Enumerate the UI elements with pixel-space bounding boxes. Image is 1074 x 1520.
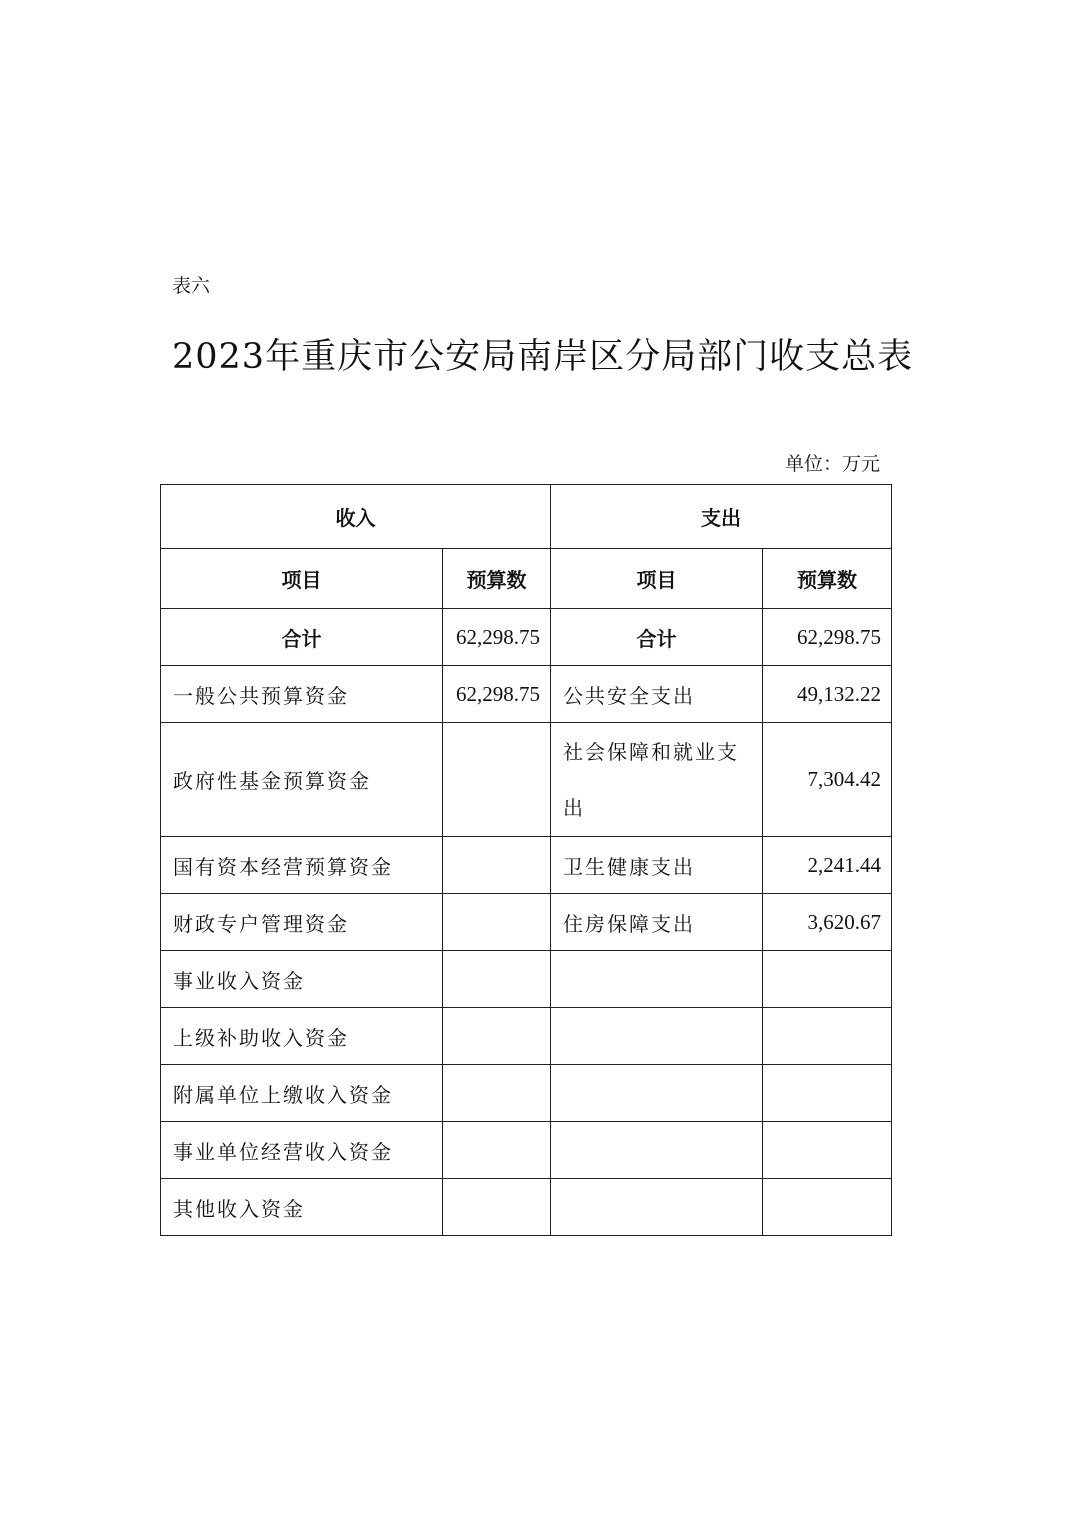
- income-value: [443, 1122, 551, 1179]
- income-item: 一般公共预算资金: [161, 666, 443, 723]
- expense-item: [551, 1065, 763, 1122]
- expense-value: 2,241.44: [763, 837, 892, 894]
- expense-value: 3,620.67: [763, 894, 892, 951]
- expense-budget-column-header: 预算数: [763, 549, 892, 609]
- expense-total-value: 62,298.75: [763, 609, 892, 666]
- column-header-row: [161, 549, 892, 609]
- table-row: [161, 1122, 892, 1179]
- table-row: [161, 1065, 892, 1122]
- expense-section-header: 支出: [551, 485, 892, 549]
- expense-item: [551, 1179, 763, 1236]
- expense-item: [551, 1122, 763, 1179]
- income-item: 附属单位上缴收入资金: [161, 1065, 443, 1122]
- table-row: [161, 1179, 892, 1236]
- expense-value: [763, 1122, 892, 1179]
- table-row: [161, 1008, 892, 1065]
- unit-label: 单位：万元: [784, 453, 880, 475]
- expense-item: [551, 951, 763, 1008]
- section-header-row: [161, 485, 892, 549]
- income-total-value: 62,298.75: [443, 609, 551, 666]
- income-item-column-header: 项目: [161, 549, 443, 609]
- expense-value: [763, 1008, 892, 1065]
- income-value: [443, 1065, 551, 1122]
- expense-value: 49,132.22: [763, 666, 892, 723]
- expense-item: 社会保障和就业支出: [551, 723, 763, 837]
- income-value: [443, 1179, 551, 1236]
- income-value: [443, 951, 551, 1008]
- income-item: 其他收入资金: [161, 1179, 443, 1236]
- expense-value: [763, 951, 892, 1008]
- income-value: [443, 723, 551, 837]
- table-row: [161, 723, 892, 837]
- expense-value: [763, 1065, 892, 1122]
- table-row: [161, 894, 892, 951]
- table-row: [161, 666, 892, 723]
- table-row: [161, 951, 892, 1008]
- expense-item: 住房保障支出: [551, 894, 763, 951]
- income-budget-column-header: 预算数: [443, 549, 551, 609]
- income-item: 事业收入资金: [161, 951, 443, 1008]
- income-value: [443, 1008, 551, 1065]
- expense-item-column-header: 项目: [551, 549, 763, 609]
- income-item: 事业单位经营收入资金: [161, 1122, 443, 1179]
- document-title: 2023年重庆市公安局南岸区分局部门收支总表: [172, 337, 914, 377]
- income-item: 政府性基金预算资金: [161, 723, 443, 837]
- budget-summary-table: [160, 484, 892, 1236]
- income-value: 62,298.75: [443, 666, 551, 723]
- expense-total-label: 合计: [551, 609, 763, 666]
- expense-value: 7,304.42: [763, 723, 892, 837]
- expense-item: 公共安全支出: [551, 666, 763, 723]
- income-value: [443, 837, 551, 894]
- expense-item: [551, 1008, 763, 1065]
- income-item: 财政专户管理资金: [161, 894, 443, 951]
- income-item: 上级补助收入资金: [161, 1008, 443, 1065]
- total-row: [161, 609, 892, 666]
- income-section-header: 收入: [161, 485, 551, 549]
- expense-item: 卫生健康支出: [551, 837, 763, 894]
- income-value: [443, 894, 551, 951]
- expense-value: [763, 1179, 892, 1236]
- table-number-label: 表六: [172, 275, 211, 297]
- table-row: [161, 837, 892, 894]
- income-total-label: 合计: [161, 609, 443, 666]
- income-item: 国有资本经营预算资金: [161, 837, 443, 894]
